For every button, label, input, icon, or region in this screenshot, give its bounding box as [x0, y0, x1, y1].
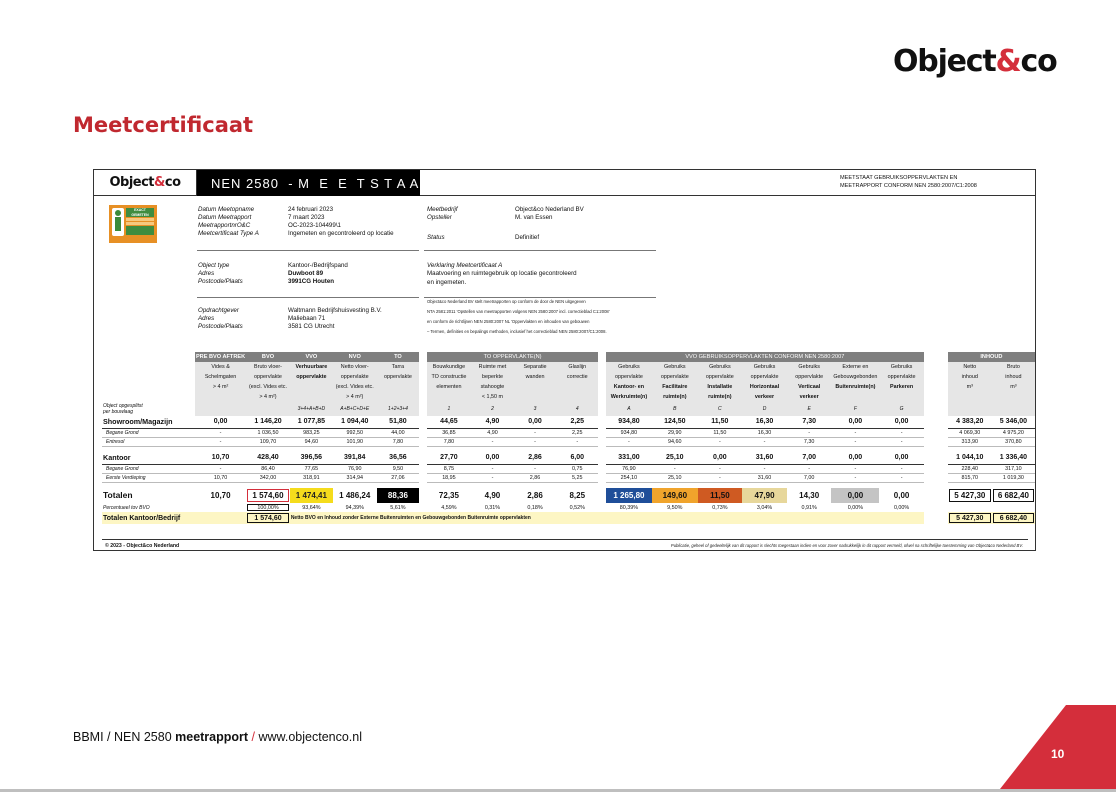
cell-5: 44,65	[427, 416, 471, 428]
formula-3: A+B+C+D+E	[333, 402, 377, 416]
cell-8: -	[556, 437, 598, 446]
footer-text-bold: meetrapport	[175, 730, 249, 744]
col-header-6: < 1,50 m	[471, 392, 514, 402]
total-cell-6: 4,90	[484, 491, 501, 500]
cell-1: 1 036,50	[246, 428, 290, 437]
cell-7: 2,86	[514, 473, 556, 482]
cell-1: 86,40	[246, 464, 290, 473]
col-header-0: Vides &	[195, 362, 246, 372]
label-postcode: Postcode/Plaats	[198, 278, 243, 285]
cell-13: 7,30	[787, 416, 832, 428]
sheet-copyright: © 2023 - Object&co Nederland	[105, 543, 180, 549]
pct-cell-11: 0,73%	[712, 504, 728, 511]
cell-16: 4 069,30	[948, 428, 992, 437]
col-header-4: oppervlakte	[377, 372, 420, 382]
col-header-0: > 4 m²	[195, 382, 246, 392]
cell-5: 7,80	[427, 437, 471, 446]
total-cell-2: 1 474,41	[290, 488, 333, 503]
value-certificaat-type: Ingemeten en gecontroleerd op locatie	[288, 230, 394, 237]
col-header-8: correctie	[556, 372, 598, 382]
cell-6: 4,90	[471, 428, 514, 437]
value-adres: Duwboot 89	[288, 270, 324, 277]
cell-0: 10,70	[195, 452, 246, 464]
cell-17: 370,80	[992, 437, 1035, 446]
page-number: 10	[1051, 747, 1065, 761]
pct-cell-2: 93,64%	[302, 504, 321, 511]
cell-9: -	[606, 437, 652, 446]
cell-13: 7,00	[787, 452, 832, 464]
pct-cell-8: 0,52%	[569, 504, 585, 511]
footer-url: www.objectenco.nl	[258, 730, 363, 744]
cell-14: -	[831, 437, 879, 446]
total-cell-8: 8,25	[569, 491, 586, 500]
total-cell-15: 0,00	[893, 491, 910, 500]
cell-15: -	[879, 464, 924, 473]
value-object-type: Kantoor-/Bedrijfspand	[288, 262, 348, 269]
col-header-3: oppervlakte	[333, 372, 377, 382]
cell-2: 983,25	[290, 428, 333, 437]
cell-15: -	[879, 437, 924, 446]
verklaring-title: Verklaring Meetcertificaat A	[427, 262, 503, 269]
col-header-11: oppervlakte	[698, 372, 743, 382]
cell-9: 331,00	[606, 452, 652, 464]
cell-3: 391,84	[333, 452, 377, 464]
formula-2: 3+4+A+B+D	[290, 402, 333, 416]
cell-15: -	[879, 473, 924, 482]
cell-6: -	[471, 464, 514, 473]
col-header-13: Verticaal	[787, 382, 832, 392]
pct-cell-13: 0,91%	[801, 504, 817, 511]
cell-16: 815,70	[948, 473, 992, 482]
value-opdrachtgever: Waltmann Bedrijfshuisvesting B.V.	[288, 307, 382, 314]
cell-3: 314,94	[333, 473, 377, 482]
cell-3: 992,50	[333, 428, 377, 437]
total-cell-17: 6 682,40	[992, 488, 1035, 503]
brand-logo-tail: co	[1020, 44, 1057, 79]
row-label: Kantoor	[102, 452, 195, 464]
cell-8: 5,25	[556, 473, 598, 482]
cell-14: -	[831, 473, 879, 482]
cell-16: 4 383,20	[948, 416, 992, 428]
label-opsteller: Opsteller	[427, 214, 452, 221]
cell-6: -	[471, 437, 514, 446]
hdr-nvo: NVO	[333, 352, 377, 362]
cell-5: 8,75	[427, 464, 471, 473]
cell-0: -	[195, 428, 246, 437]
cell-11: -	[698, 464, 743, 473]
pct-cell-4: 5,61%	[390, 504, 406, 511]
cell-16: 313,90	[948, 437, 992, 446]
col-header-4: Tarra	[377, 362, 420, 372]
col-header-16: m³	[948, 382, 992, 392]
value-opsteller: M. van Essen	[515, 214, 553, 221]
cell-1: 428,40	[246, 452, 290, 464]
cell-17: 5 346,00	[992, 416, 1035, 428]
pct-cell-15: 0,00%	[893, 504, 910, 511]
label-object-type: Object type	[198, 262, 230, 269]
value-postcode: 3991CG Houten	[288, 278, 335, 285]
cell-13: -	[787, 464, 832, 473]
cell-8: 2,25	[556, 428, 598, 437]
cell-4: 36,56	[377, 452, 420, 464]
cell-10: 124,50	[652, 416, 698, 428]
col-header-1: oppervlakte	[246, 372, 290, 382]
formula-6: 2	[471, 402, 514, 416]
label-adres: Adres	[198, 270, 215, 277]
col-header-10: Facilitaire	[652, 382, 698, 392]
cell-13: 7,00	[787, 473, 832, 482]
col-header-14: Buitenruimte(n)	[831, 382, 879, 392]
cell-15: 0,00	[879, 416, 924, 428]
percentage-label: Percentueel tov BVO	[103, 504, 150, 511]
col-header-10: ruimte(n)	[652, 392, 698, 402]
badge-text: EXACT GEMETEN	[126, 208, 154, 217]
cell-4: 27,06	[377, 473, 420, 482]
hdr-vvo: VVO	[290, 352, 333, 362]
cell-16: 1 044,10	[948, 452, 992, 464]
cell-14: -	[831, 464, 879, 473]
label-datum-meetopname: Datum Meetopname	[198, 206, 255, 213]
nen-note-line3: en conform de richtlijnen NEN 2580:2007 NL 'Oppervlakten en inhouden van gebouwen	[427, 319, 590, 324]
hdr-to: TO	[377, 352, 420, 362]
col-header-6: Ruimte met	[471, 362, 514, 372]
label-adres-opdrachtgever: Adres	[198, 315, 215, 322]
total-cell-13: 14,30	[799, 491, 820, 500]
cell-11: -	[698, 473, 743, 482]
col-header-1: > 4 m²)	[246, 392, 290, 402]
cell-7: -	[514, 464, 556, 473]
formula-4: 1+2+3+4	[377, 402, 420, 416]
col-header-13: Gebruiks	[787, 362, 832, 372]
verklaring-line1: Maatvoering en ruimtegebruik op locatie gecontroleerd	[427, 270, 577, 277]
col-header-10: oppervlakte	[652, 372, 698, 382]
value-datum-meetopname: 24 februari 2023	[288, 206, 334, 213]
total-cell-16: 5 427,30	[948, 488, 992, 503]
total-cell-10: 149,60	[652, 488, 698, 503]
cell-3: 1 094,40	[333, 416, 377, 428]
kb-bvo: 1 574,60	[246, 512, 290, 524]
pct-cell-6: 0,31%	[484, 504, 501, 511]
formula-8: 4	[556, 402, 598, 416]
cell-10: -	[652, 464, 698, 473]
cell-17: 317,10	[992, 464, 1035, 473]
nen-note-line1: Object&co Nederland BV stelt meetrapporten op conform de door de NEN uitgegeven	[427, 299, 586, 304]
sheet-header-title: NEN 2580 - M E E T S T A A T	[197, 170, 420, 196]
col-header-9: oppervlakte	[606, 372, 652, 382]
cell-10: 25,10	[652, 473, 698, 482]
sheet-header-right-line1: MEETSTAAT GEBRUIKSOPPERVLAKTEN EN	[840, 175, 958, 181]
col-header-15: Parkeren	[879, 382, 924, 392]
pct-cell-3: 94,39%	[345, 504, 364, 511]
formula-label-2: per bouwlaag	[103, 409, 134, 415]
col-header-6: stahoogte	[471, 382, 514, 392]
col-header-9: Werkruimte(n)	[606, 392, 652, 402]
cell-9: 934,80	[606, 428, 652, 437]
col-header-7: Separatie	[514, 362, 556, 372]
pct-cell-1: 100,00%	[246, 503, 290, 512]
cell-11: 11,50	[698, 428, 743, 437]
formula-14: F	[831, 402, 879, 416]
col-header-16: inhoud	[948, 372, 992, 382]
footer-slash: /	[248, 730, 259, 744]
kb-netto-inhoud: 5 427,30	[948, 512, 992, 524]
col-header-3: (excl. Vides etc.	[333, 382, 377, 392]
page-title: Meetcertificaat	[73, 113, 254, 137]
value-datum-meetrapport: 7 maart 2023	[288, 214, 325, 221]
formula-label-1: Object opgesplitst	[103, 402, 143, 409]
total-cell-1: 1 574,60	[246, 488, 290, 503]
sheet-publication-note: Publicatie, geheel of gedeeltelijk van dit rapport is slechts toegestaan indien en voor zover nadrukkelijk in dit rapport vermeld, ofwel na schriftelijke toestemming van Object&co Nederland BV.	[670, 543, 1023, 548]
cell-8: 2,25	[556, 416, 598, 428]
cell-3: 76,90	[333, 464, 377, 473]
cell-17: 1 336,40	[992, 452, 1035, 464]
col-header-9: Gebruiks	[606, 362, 652, 372]
col-header-17: inhoud	[992, 372, 1035, 382]
cell-5: 18,95	[427, 473, 471, 482]
cell-9: 254,10	[606, 473, 652, 482]
col-header-0: Schelmgaten	[195, 372, 246, 382]
col-header-6: beperkte	[471, 372, 514, 382]
row-label: Begane Grond	[102, 464, 195, 473]
cell-15: -	[879, 428, 924, 437]
cell-11: 11,50	[698, 416, 743, 428]
cell-12: 16,30	[742, 416, 787, 428]
col-header-8: Glaslijn	[556, 362, 598, 372]
col-header-2: oppervlakte	[290, 372, 333, 382]
col-header-1: Bruto vloer-	[246, 362, 290, 372]
formula-10: B	[652, 402, 698, 416]
cell-12: -	[742, 464, 787, 473]
pct-cell-14: 0,00%	[847, 504, 864, 511]
label-postcode-opdrachtgever: Postcode/Plaats	[198, 323, 243, 330]
sheet-logo-amp: &	[154, 175, 165, 190]
row-label: Begane Grond	[102, 428, 195, 437]
label-status: Status	[427, 234, 445, 241]
col-header-12: Gebruiks	[742, 362, 787, 372]
kb-note: Netto BVO en Inhoud zonder Externe Buitenruimten en Gebouwgebonden Buitenruimte oppervlakten	[290, 512, 924, 524]
col-header-13: oppervlakte	[787, 372, 832, 382]
cell-3: 101,90	[333, 437, 377, 446]
hdr-inhoud: INHOUD	[948, 352, 1035, 362]
total-cell-4: 88,36	[377, 488, 420, 503]
formula-7: 3	[514, 402, 556, 416]
footer-text-1: BBMI / NEN 2580	[73, 730, 176, 744]
cell-8: 6,00	[556, 452, 598, 464]
cell-9: 76,90	[606, 464, 652, 473]
cell-12: 31,60	[742, 473, 787, 482]
col-header-9: Kantoor- en	[606, 382, 652, 392]
kb-label: Totalen Kantoor/Bedrijf	[102, 512, 246, 524]
cell-0: -	[195, 437, 246, 446]
formula-13: E	[787, 402, 832, 416]
col-header-12: verkeer	[742, 392, 787, 402]
col-header-15: oppervlakte	[879, 372, 924, 382]
cell-4: 44,00	[377, 428, 420, 437]
cell-12: 31,60	[742, 452, 787, 464]
col-header-7: wanden	[514, 372, 556, 382]
cell-7: -	[514, 428, 556, 437]
hdr-to-group: TO OPPERVLAKTE(N)	[427, 352, 599, 362]
total-cell-11: 11,50	[698, 488, 743, 503]
cell-10: 29,90	[652, 428, 698, 437]
totals-label: Totalen	[103, 490, 133, 500]
hdr-pre-bvo: PRE BVO AFTREK	[195, 352, 246, 362]
row-label: Entresol	[102, 437, 195, 446]
sheet-logo-tail: co	[164, 175, 181, 190]
formula-9: A	[606, 402, 652, 416]
total-cell-3: 1 486,24	[339, 491, 371, 500]
cell-2: 396,56	[290, 452, 333, 464]
cell-0: -	[195, 464, 246, 473]
cell-13: 7,30	[787, 437, 832, 446]
label-certificaat-type: Meetcertificaat Type A	[198, 230, 259, 237]
pct-cell-9: 80,39%	[619, 504, 639, 511]
col-header-14: Gebouwgebonden	[833, 374, 878, 380]
col-header-15: Gebruiks	[879, 362, 924, 372]
verklaring-line2: en ingemeten.	[427, 279, 467, 286]
col-header-14: Externe en	[831, 362, 879, 372]
label-meetrapportnr: MeetrapportnrO&C	[198, 222, 251, 229]
cell-6: -	[471, 473, 514, 482]
col-header-5: Bouwkundige	[427, 362, 471, 372]
col-header-5: TO constructie	[427, 372, 471, 382]
cell-14: 0,00	[831, 416, 879, 428]
col-header-2: Verhuurbare	[290, 362, 333, 372]
label-datum-meetrapport: Datum Meetrapport	[198, 214, 252, 221]
cell-7: 0,00	[514, 416, 556, 428]
formula-12: D	[742, 402, 787, 416]
col-header-12: oppervlakte	[742, 372, 787, 382]
cell-5: 36,85	[427, 428, 471, 437]
pct-cell-5: 4,59%	[441, 504, 457, 511]
kb-bruto-inhoud: 6 682,40	[992, 512, 1035, 524]
formula-11: C	[698, 402, 743, 416]
cell-11: 0,00	[698, 452, 743, 464]
col-header-12: Horizontaal	[742, 382, 787, 392]
value-postcode-opdrachtgever: 3581 CG Utrecht	[288, 323, 335, 330]
cell-1: 109,70	[246, 437, 290, 446]
cell-10: 25,10	[652, 452, 698, 464]
col-header-11: Gebruiks	[698, 362, 743, 372]
total-cell-5: 72,35	[438, 491, 459, 500]
col-header-11: Installatie	[698, 382, 743, 392]
col-header-3: > 4 m²)	[333, 392, 377, 402]
cell-4: 51,80	[377, 416, 420, 428]
cell-7: -	[514, 437, 556, 446]
nen-note-line4: – Termen, definities en bepalings methoden, inclusief het correctieblad NEN 2580:2007/C1:2008.	[427, 329, 607, 334]
cell-10: 94,60	[652, 437, 698, 446]
cell-2: 318,91	[290, 473, 333, 482]
cell-11: -	[698, 437, 743, 446]
cell-6: 4,90	[471, 416, 514, 428]
cell-13: -	[787, 428, 832, 437]
col-header-16: Netto	[948, 362, 992, 372]
cell-17: 1 019,30	[992, 473, 1035, 482]
brand-logo-main: Object	[893, 44, 996, 79]
formula-15: G	[879, 402, 924, 416]
cell-12: -	[742, 437, 787, 446]
cell-2: 1 077,85	[290, 416, 333, 428]
value-meetbedrijf: Object&co Nederland BV	[515, 206, 584, 213]
col-header-17: m³	[992, 382, 1035, 392]
pct-cell-12: 3,04%	[756, 504, 773, 511]
col-header-3: Netto vloer-	[333, 362, 377, 372]
col-header-5: elementen	[427, 382, 471, 392]
cell-12: 16,30	[742, 428, 787, 437]
label-meetbedrijf: Meetbedrijf	[427, 206, 458, 213]
value-meetrapportnr: OC-2023-104499\1	[288, 222, 341, 229]
row-label: Eerste Verdieping	[102, 473, 195, 482]
total-cell-14: 0,00	[831, 488, 879, 503]
brand-logo-amp: &	[995, 44, 1021, 79]
cell-16: 228,40	[948, 464, 992, 473]
col-header-1: (excl. Vides etc.	[246, 382, 290, 392]
value-adres-opdrachtgever: Maliebaan 71	[288, 315, 326, 322]
label-opdrachtgever: Opdrachtgever	[198, 307, 239, 314]
cell-15: 0,00	[879, 452, 924, 464]
col-header-13: verkeer	[787, 392, 832, 402]
cell-0: 0,00	[195, 416, 246, 428]
cell-14: 0,00	[831, 452, 879, 464]
cell-7: 2,86	[514, 452, 556, 464]
sheet-logo-main: Object	[109, 175, 155, 190]
page-bottom-line	[0, 789, 1116, 792]
cell-1: 1 146,20	[246, 416, 290, 428]
cell-5: 27,70	[427, 452, 471, 464]
pct-cell-7: 0,18%	[527, 504, 543, 511]
pct-cell-10: 9,50%	[667, 504, 683, 511]
total-cell-12: 47,90	[742, 488, 787, 503]
cell-2: 94,60	[290, 437, 333, 446]
cell-14: -	[831, 428, 879, 437]
cell-6: 0,00	[471, 452, 514, 464]
cell-8: 0,75	[556, 464, 598, 473]
value-status: Definitief	[515, 234, 540, 241]
formula-5: 1	[427, 402, 471, 416]
cell-4: 7,80	[377, 437, 420, 446]
total-cell-0: 10,70	[210, 491, 231, 500]
total-cell-9: 1 265,80	[606, 488, 652, 503]
sheet-header-right-line2: MEETRAPPORT CONFORM NEN 2580:2007/C1:2008	[840, 183, 977, 189]
cell-0: 10,70	[195, 473, 246, 482]
cell-4: 9,50	[377, 464, 420, 473]
cell-9: 934,80	[606, 416, 652, 428]
cell-17: 4 975,20	[992, 428, 1035, 437]
col-header-11: ruimte(n)	[698, 392, 743, 402]
nen-note-line2: NTA 2581:2011 'Opstellen van meetrapporten volgens NEN 2580:2007 incl. correctieblad C1:2008'	[427, 309, 610, 314]
hdr-bvo: BVO	[246, 352, 290, 362]
total-cell-7: 2,86	[527, 491, 543, 500]
hdr-vvo-group: VVO GEBRUIKSOPPERVLAKTEN CONFORM NEN 2580:2007	[606, 352, 924, 362]
row-label: Showroom/Magazijn	[102, 416, 195, 428]
cell-2: 77,65	[290, 464, 333, 473]
cell-1: 342,00	[246, 473, 290, 482]
col-header-10: Gebruiks	[652, 362, 698, 372]
col-header-17: Bruto	[992, 362, 1035, 372]
